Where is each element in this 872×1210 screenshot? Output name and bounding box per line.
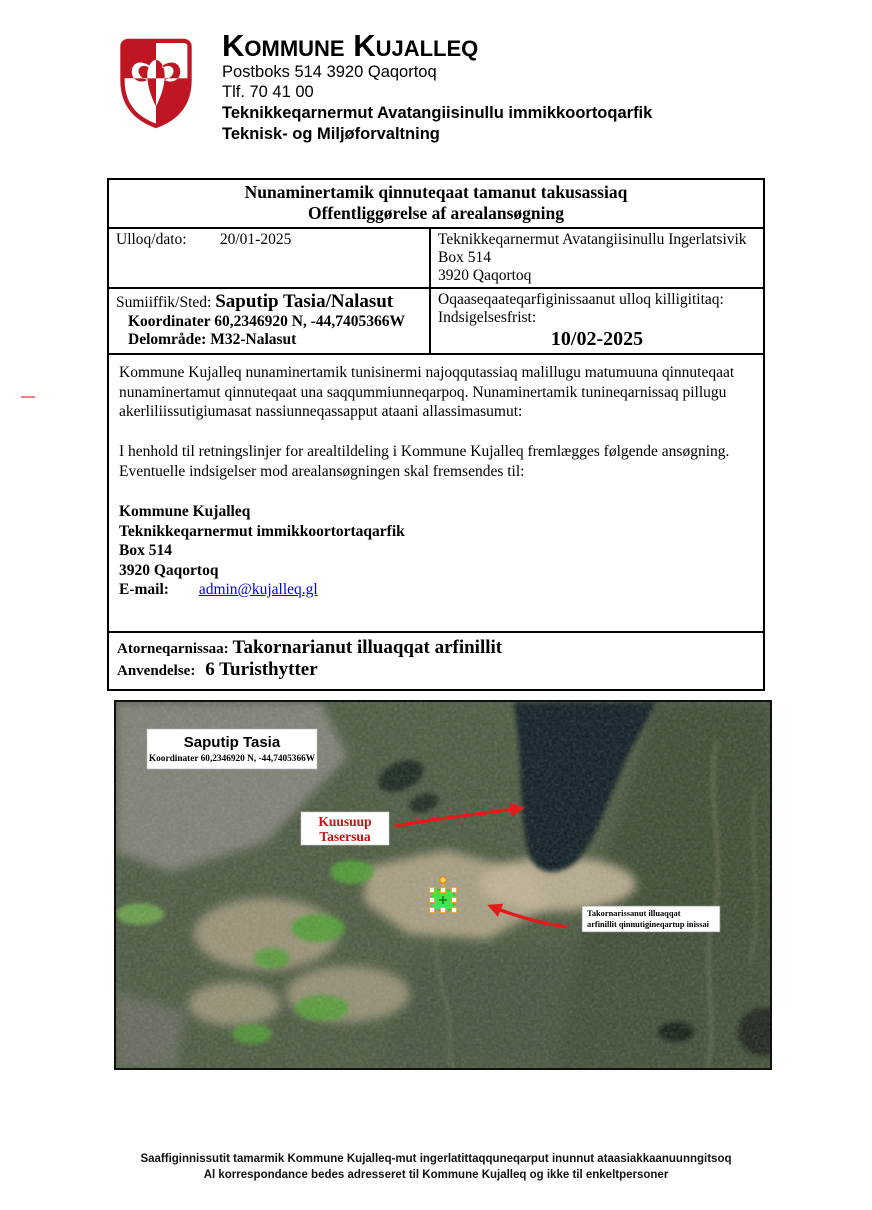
satellite-map: [114, 700, 772, 1070]
org-dept-da: Teknisk- og Miljøforvaltning: [222, 124, 440, 143]
contact-line: Teknikkeqarnermut immikkoortortaqarfik: [119, 522, 405, 540]
margin-stray-mark: [21, 396, 35, 398]
use-value-da: 6 Turisthytter: [205, 658, 318, 680]
notice-title-da: Offentliggørelse af arealansøgning: [307, 203, 564, 224]
map-site-label: [147, 729, 317, 769]
ram-shield-icon: [117, 30, 195, 136]
notice-title-cell: [108, 179, 764, 228]
marker-label-line1: Takornarissanut illuaqqat: [587, 909, 681, 918]
office-line: Teknikkeqarnermut Avatangiisinullu Ingerlatsivik: [438, 230, 747, 248]
place-cell: [108, 288, 430, 354]
map-site-coords: Koordinater 60,2346920 N, -44,7405366W: [148, 754, 316, 764]
deadline-value: 10/02-2025: [550, 327, 644, 350]
subarea-line: Delområde: M32-Nalasut: [128, 330, 297, 348]
lake-label-line2: Tasersua: [319, 829, 371, 844]
letterhead: [222, 30, 782, 145]
email-label: E-mail:: [119, 581, 169, 599]
map-site-title: Saputip Tasia: [183, 734, 281, 751]
org-dept-gl: Teknikkeqarnermut Avatangiisinullu immikkoortoqarfik: [222, 104, 653, 123]
map-marker-label: [582, 906, 720, 932]
deadline-label-gl: Oqaaseqaateqarfiginissaanut ulloq killigititaq:: [438, 290, 724, 308]
kommune-kujalleq-logo: [117, 30, 195, 136]
office-line: 3920 Qaqortoq: [438, 266, 532, 284]
deadline-cell: [430, 288, 764, 354]
contact-line: Kommune Kujalleq: [119, 502, 251, 520]
email-link[interactable]: admin@kujalleq.gl: [198, 581, 318, 599]
place-label: Sumiiffik/Sted:: [116, 293, 212, 311]
contact-line: Box 514: [119, 542, 172, 560]
marker-label-line2: arfinillit qinnutigineqartup inissai: [587, 920, 709, 929]
place-value: Saputip Tasia/Nalasut: [215, 290, 394, 312]
deadline-label-da: Indsigelsesfrist:: [438, 308, 537, 326]
use-label-da: Anvendelse:: [117, 662, 196, 679]
date-cell: [108, 228, 430, 288]
org-name: Kommune Kujalleq: [222, 28, 479, 63]
body-paragraph-gl: Kommune Kujalleq nunaminertamik tunisinermi najoqqutassiaq malillugu matumuuna qinnuteqaat nunaminertamut qinnuteqaat una saqqummiunneqarpoq. Nunaminertamik tunineqarnissaq pillugu akerliliissutigiumasat nassiunneqassapput ataani allassimasumut:: [119, 363, 735, 421]
office-line: Box 514: [438, 248, 491, 266]
use-value-gl: Takornarianut illuaqqat arfinillit: [232, 636, 503, 658]
use-label-gl: Atorneqarnissaa:: [117, 640, 229, 657]
footer: [0, 1152, 872, 1183]
footer-line-da: Al korrespondance bedes adresseret til Kommune Kujalleq og ikke til enkeltpersoner: [203, 1168, 669, 1181]
date-label: Ulloq/dato:: [116, 230, 187, 248]
notice-title-gl: Nunaminertamik qinnuteqaat tamanut takusassiaq: [244, 182, 628, 202]
date-value: 20/01-2025: [219, 230, 292, 248]
footer-line-gl: Saaffiginnissutit tamarmik Kommune Kujalleq-mut ingerlatittaqquneqarput inunnut ataasiakkaanuunngitsoq: [140, 1153, 732, 1165]
org-postbox: Postboks 514 3920 Qaqortoq: [222, 62, 437, 81]
office-cell: [430, 228, 764, 288]
use-cell: [108, 632, 764, 690]
contact-block: [119, 502, 753, 581]
body-paragraph-da: I henhold til retningslinjer for arealtildeling i Kommune Kujalleq fremlægges følgende ansøgning. Eventuelle indsigelser mod arealansøgningen skal fremsendes til:: [119, 443, 730, 480]
notice-table: [107, 178, 765, 691]
map-lake-label: [301, 812, 389, 845]
lake-label-line1: Kuusuup: [318, 814, 372, 829]
org-phone: Tlf. 70 41 00: [222, 83, 314, 102]
body-cell: [108, 354, 764, 632]
contact-line: 3920 Qaqortoq: [119, 562, 219, 580]
coordinates-line: Koordinater 60,2346920 N, -44,7405366W: [128, 312, 405, 330]
